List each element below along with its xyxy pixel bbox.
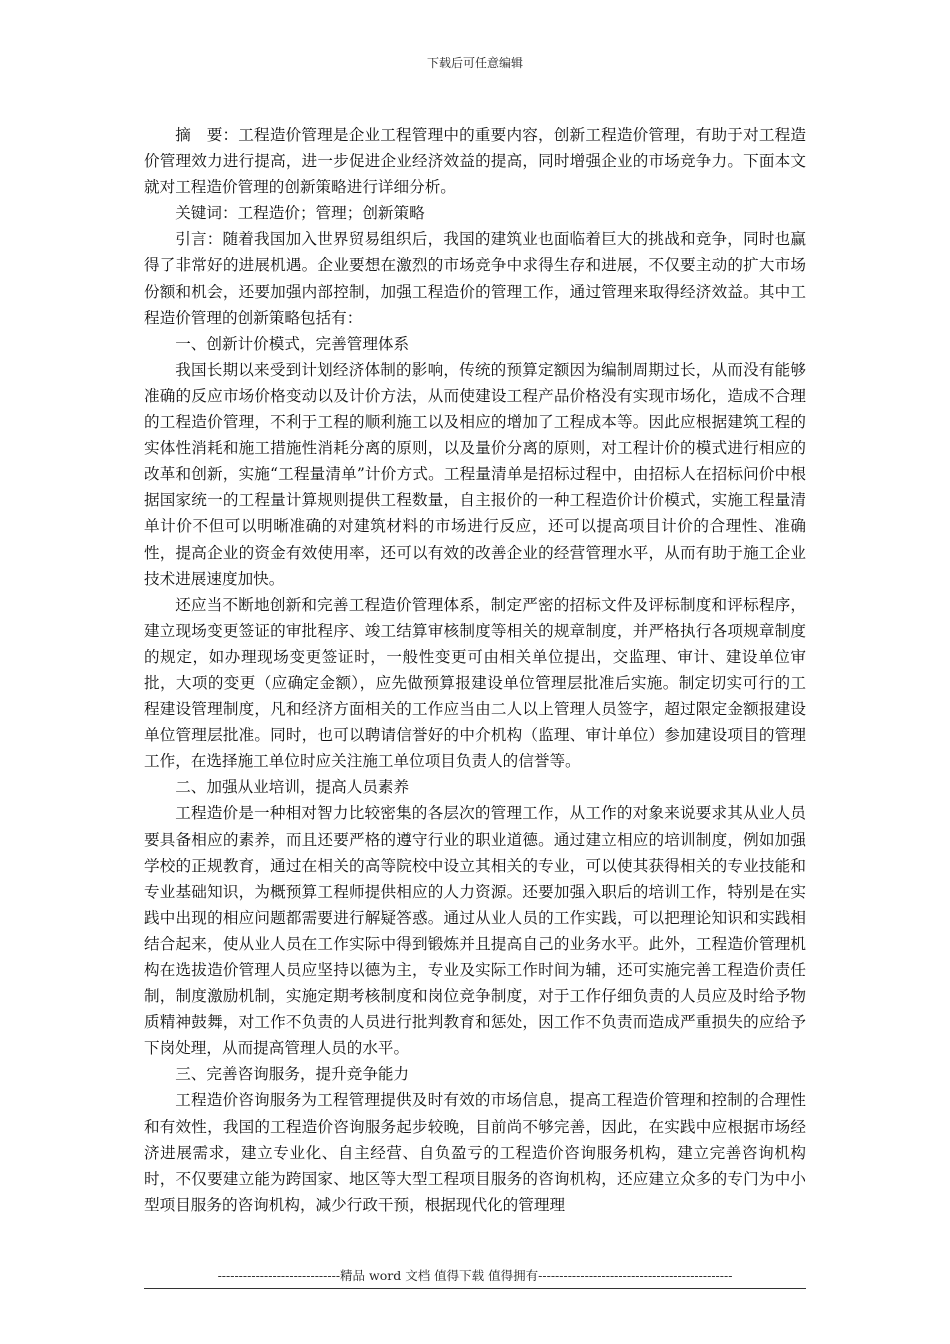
section-heading-1: 一、创新计价模式，完善管理体系 [175, 334, 410, 353]
footer-divider [144, 1288, 806, 1289]
body-paragraph: 还应当不断地创新和完善工程造价管理体系，制定严密的招标文件及评标制度和评标程序，建立现场变更签证的审批程序、竣工结算审核制度等相关的规章制度，并严格执行各项规章制度的规定，如办理现场变更签证时，一般性变更可由相关单位提出，交监理、审计、建设单位审批，大项的变更（应确定金额），应先做预算报建设单位管理层批准后实施。制定切实可行的工程建设管理制度，凡和经济方面相关的工作应当由二人以上管理人员签字，超过限定金额报建设单位管理层批准。同时，也可以聘请信誉好的中介机构（监理、审计单位）参加建设项目的管理工作，在选择施工单位时应关注施工单位项目负责人的信誉等。 [144, 595, 806, 771]
body-paragraph: 工程造价咨询服务为工程管理提供及时有效的市场信息，提高工程造价管理和控制的合理性和有效性，我国的工程造价咨询服务起步较晚，目前尚不够完善，因此，在实践中应根据市场经济进展需求，建立专业化、自主经营、自负盈亏的工程造价咨询服务机构，建立完善咨询机构时，不仅要建立能为跨国家、地区等大型工程项目服务的咨询机构，还应建立众多的专门为中小型项目服务的咨询机构，减少行政干预，根据现代化的管理理 [144, 1091, 806, 1214]
section-heading-3: 三、完善咨询服务，提升竞争能力 [175, 1065, 410, 1084]
body-paragraph: 工程造价是一种相对智力比较密集的各层次的管理工作，从工作的对象来说要求其从业人员要具备相应的素养，而且还要严格的遵守行业的职业道德。通过建立相应的培训制度，例如加强学校的正规教育，通过在相关的高等院校中设立其相关的专业，可以使其获得相关的专业技能和专业基础知识，为概预算工程师提供相应的人力资源。还要加强入职后的培训工作，特别是在实践中出现的相应问题都需要进行解疑答惑。通过从业人员的工作实践，可以把理论知识和实践相结合起来，使从业人员在工作实际中得到锻炼并且提高自己的业务水平。此外，工程造价管理机构在选拔造价管理人员应坚持以德为主，专业及实际工作时间为辅，还可实施完善工程造价责任制，制度激励机制，实施定期考核制度和岗位竞争制度，对于工作仔细负责的人员应及时给予物质精神鼓舞，对工作不负责的人员进行批判教育和惩处，因工作不负责而造成严重损失的应给予下岗处理，从而提高管理人员的水平。 [144, 804, 806, 1058]
abstract-paragraph: 摘 要：工程造价管理是企业工程管理中的重要内容，创新工程造价管理，有助于对工程造价管理效力进行提高，进一步促进企业经济效益的提高，同时增强企业的市场竞争力。下面本文就对工程造价管理的创新策略进行详细分析。 [144, 126, 806, 197]
body-paragraph: 我国长期以来受到计划经济体制的影响，传统的预算定额因为编制周期过长，从而没有能够准确的反应市场价格变动以及计价方法，从而使建设工程产品价格没有实现市场化，造成不合理的工程造价管理，不利于工程的顺利施工以及相应的增加了工程成本等。因此应根据建筑工程的实体性消耗和施工措施性消耗分离的原则，以及量价分离的原则，对工程计价的模式进行相应的改革和创新，实施“工程量清单”计价方式。工程量清单是招标过程中，由招标人在招标问价中根据国家统一的工程量计算规则提供工程数量，自主报价的一种工程造价计价模式，实施工程量清单计价不但可以明晰准确的对建筑材料的市场进行反应，还可以提高项目计价的合理性、准确性，提高企业的资金有效使用率，还可以有效的改善企业的经营管理水平，从而有助于施工企业技术进展速度加快。 [144, 360, 806, 588]
page-header: 下载后可任意编辑 [426, 56, 523, 70]
page-footer: -----------------------------精品 word 文档 值得下载 值得拥有---------------------------------------------- [217, 1268, 733, 1283]
document-body [144, 122, 806, 1218]
keywords-paragraph: 关键词：工程造价；管理；创新策略 [175, 204, 425, 223]
section-heading-2: 二、加强从业培训，提高人员素养 [175, 778, 410, 797]
introduction-paragraph: 引言：随着我国加入世界贸易组织后，我国的建筑业也面临着巨大的挑战和竞争，同时也赢得了非常好的进展机遇。企业要想在激烈的市场竞争中求得生存和进展，不仅要主动的扩大市场份额和机会，还要加强内部控制，加强工程造价的管理工作，通过管理来取得经济效益。其中工程造价管理的创新策略包括有： [144, 230, 806, 327]
